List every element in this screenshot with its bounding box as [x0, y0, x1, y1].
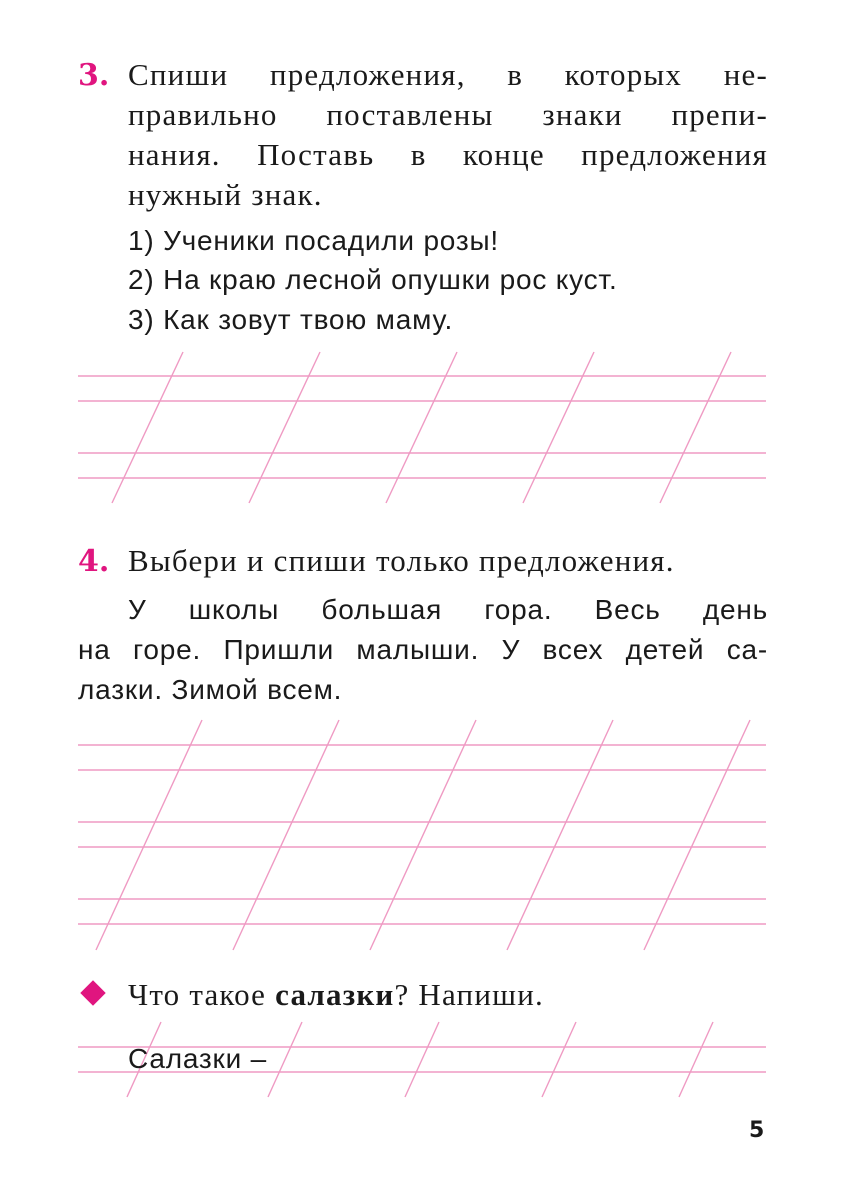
bonus-question: [128, 975, 544, 1015]
task-3-instruction-line-2: правильно поставлены знаки препи-: [128, 97, 768, 132]
bonus-question-before: Что такое: [128, 977, 276, 1012]
task-3-instruction-line-1: Спиши предложения, в которых не-: [128, 57, 768, 92]
task-3-instruction: [128, 55, 768, 215]
task-3-number: 3.: [78, 58, 110, 93]
task-4-instruction: Выбери и спиши только предложения.: [128, 543, 675, 578]
bonus-question-after: ? Напиши.: [394, 977, 544, 1012]
task-3-sentence-2: 2) На краю лесной опушки рос куст.: [128, 264, 618, 295]
task-4-text: [78, 590, 768, 710]
task-3-sentence-3: 3) Как зовут твою маму.: [128, 304, 454, 335]
bonus-question-bold: салазки: [275, 977, 395, 1012]
task-4-number: 4.: [78, 544, 110, 579]
task-4-text-line-1: У школы большая гора. Весь день: [128, 594, 768, 625]
task-4-text-line-3: лазки. Зимой всем.: [78, 674, 343, 705]
task-3-instruction-line-4: нужный знак.: [128, 177, 323, 212]
bonus-diamond-icon: [80, 980, 105, 1005]
task-3-sentence-1: 1) Ученики посадили розы!: [128, 225, 500, 256]
task-4-text-line-2: на горе. Пришли малыши. У всех детей са-: [78, 634, 768, 665]
page-number: 5: [749, 1118, 765, 1143]
task-3-instruction-line-3: нания. Поставь в конце предложения: [128, 137, 768, 172]
bonus-answer-prefix: Салазки –: [128, 1043, 267, 1074]
